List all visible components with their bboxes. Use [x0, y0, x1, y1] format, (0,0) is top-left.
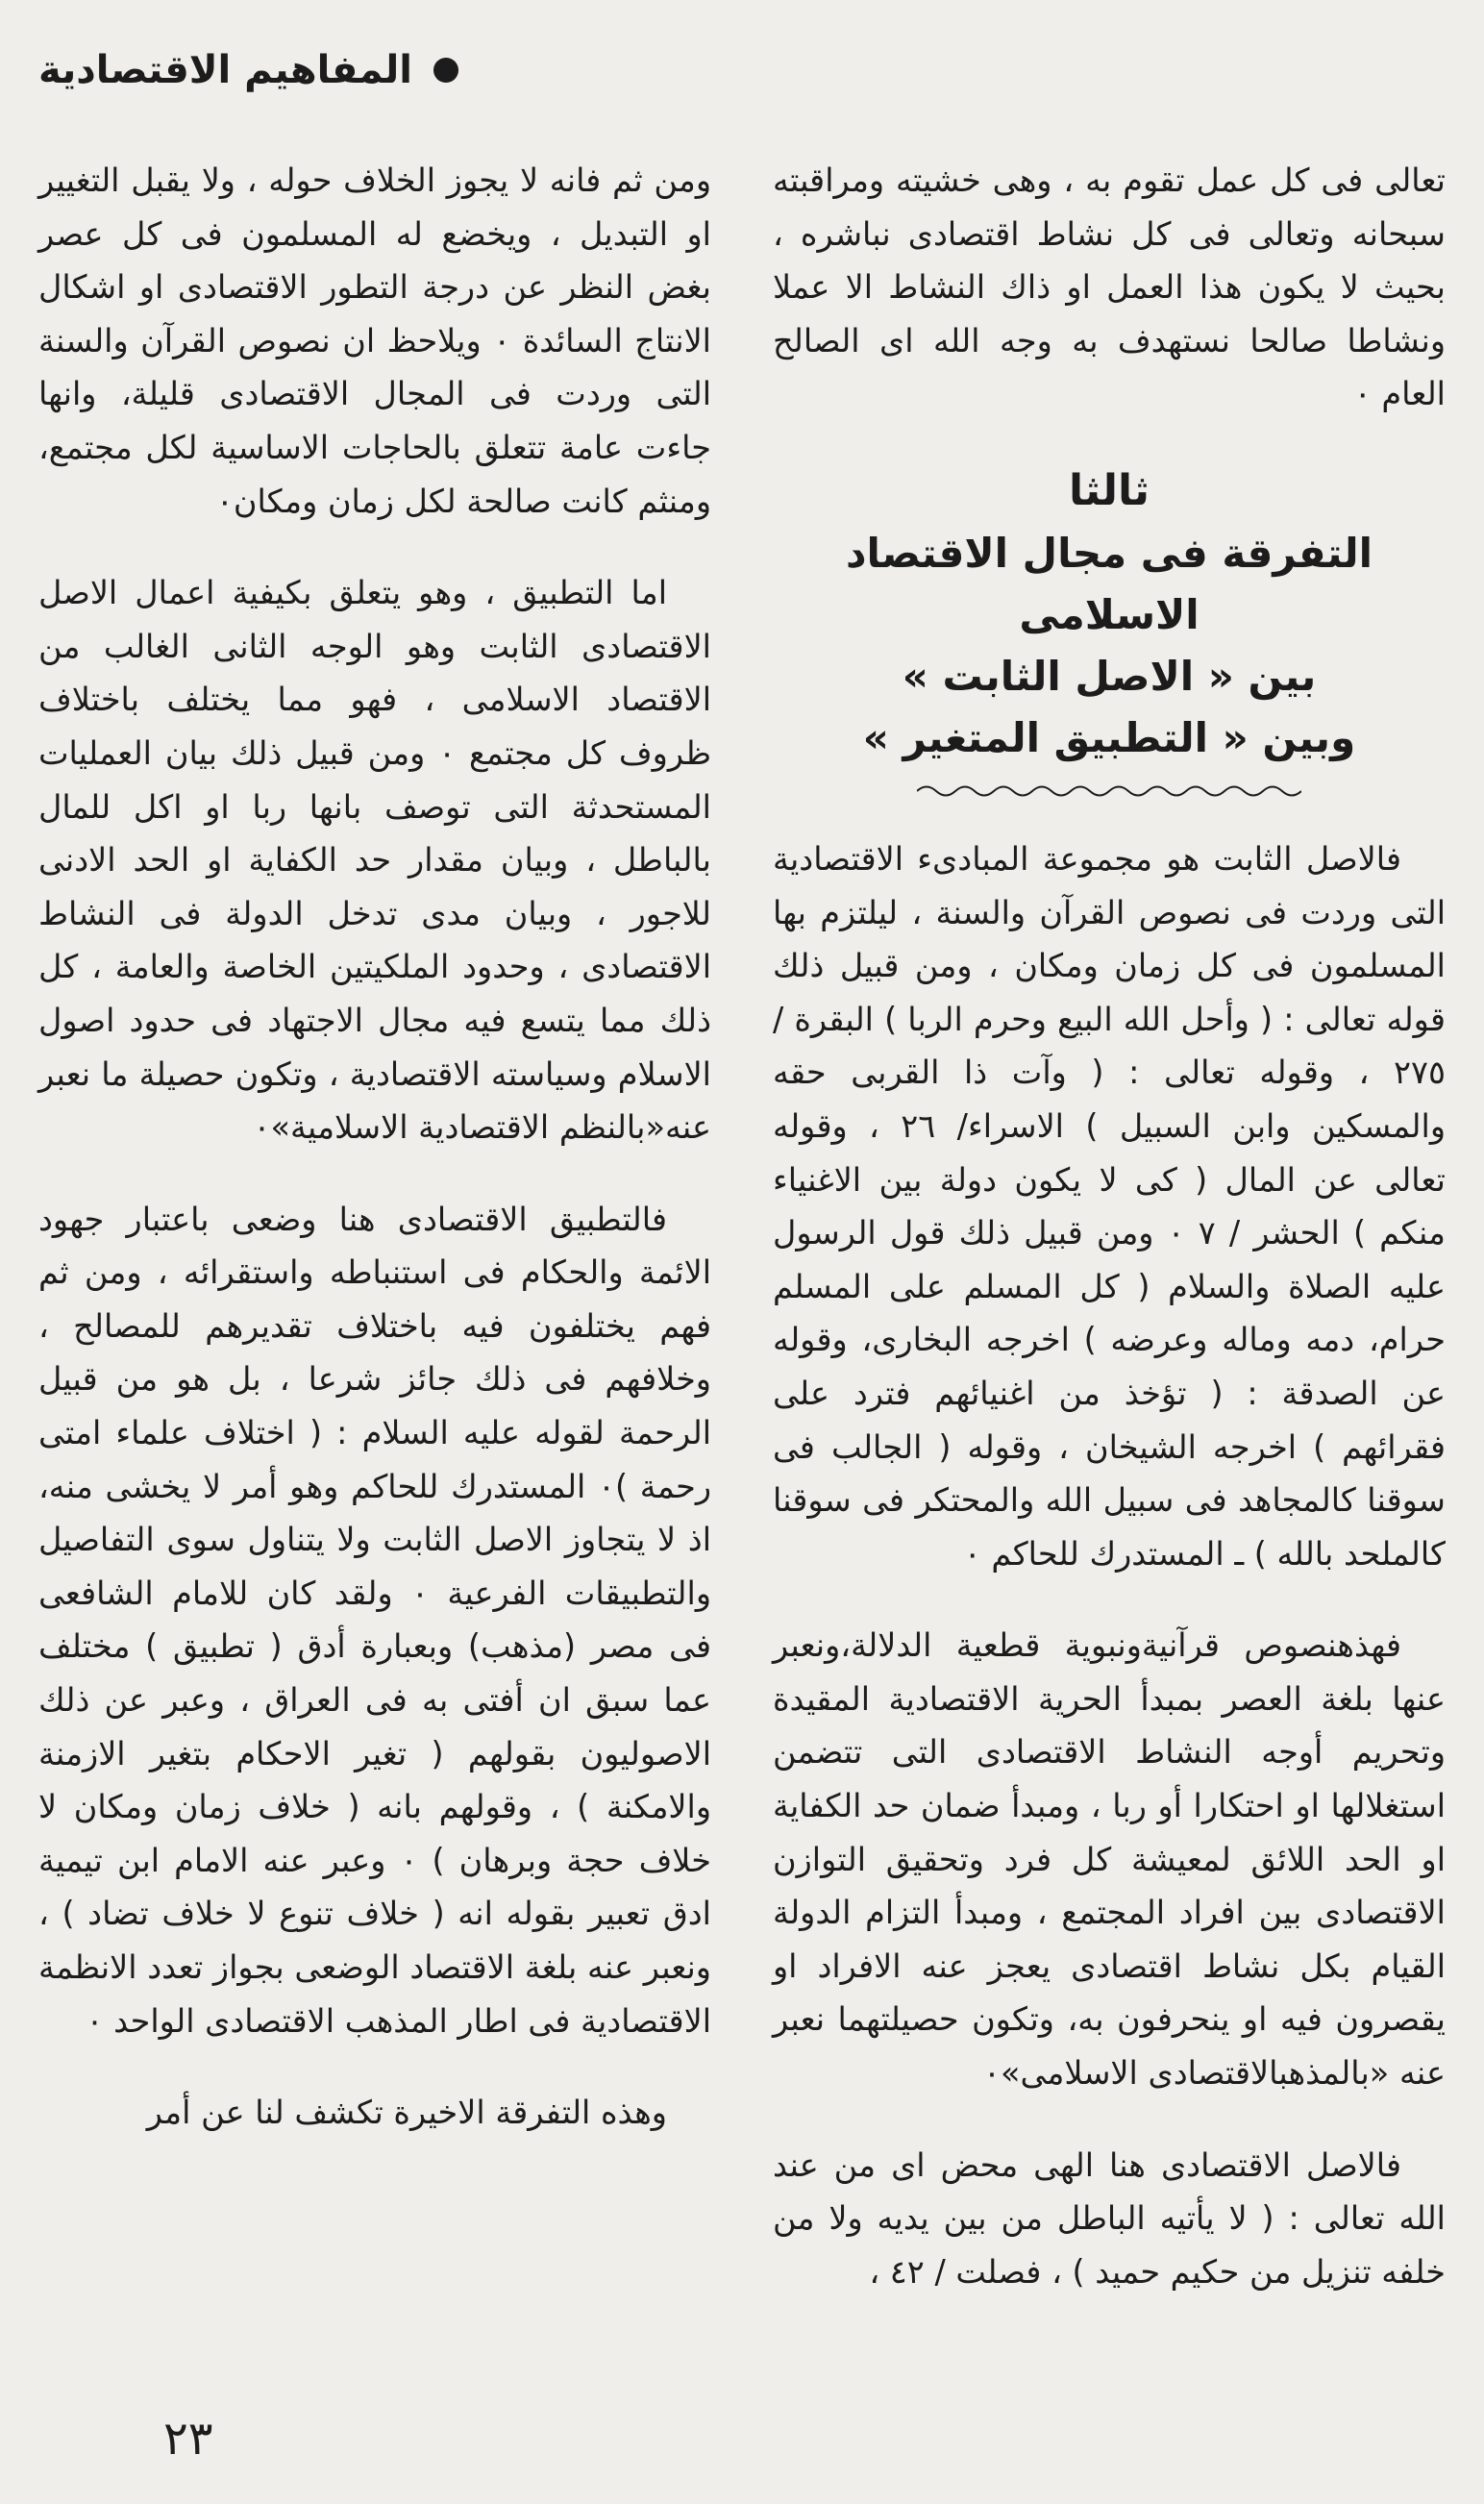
paragraph: فالاصل الثابت هو مجموعة المبادىء الاقتصادية التى وردت فى نصوص القرآن والسنة ، ليلتزم بها المسلمون فى كل زمان ومكان ، ومن قبيل ذلك قوله تعالى : ( وأحل الله البيع وحرم الربا ) البقرة / ٢٧٥ ، وقوله تعالى : ( وآت ذا القربى حقه والمسكين وابن السبيل ) الاسراء/ ٢٦ ، وقوله تعالى عن المال ( كى لا يكون دولة بين الاغنياء منكم ) الحشر / ٧ ٠ ومن قبيل ذلك قول الرسول عليه الصلاة والسلام ( كل المسلم على المسلم حرام، دمه وماله وعرضه ) اخرجه البخارى، وقوله عن الصدقة : ( تؤخذ من اغنيائهم فترد على فقرائهم ) اخرجه الشيخان ، وقوله ( الجالب فى سوقنا كالمجاهد فى سبيل الله والمحتكر فى سوقنا كالملحد بالله ) ـ المستدرك للحاكم ٠ [773, 839, 1447, 1573]
paragraph: وهذه التفرقة الاخيرة تكشف لنا عن أمر [146, 2094, 667, 2132]
bullet-icon [433, 58, 458, 83]
right-column [773, 154, 1446, 2337]
running-header-title: المفاهيم الاقتصادية [38, 48, 412, 92]
paragraph: اما التطبيق ، وهو يتعلق بكيفية اعمال الاصل الاقتصادى الثابت وهو الوجه الثانى الغالب من الاقتصاد الاسلامى ، فهو مما يختلف باختلاف ظروف كل مجتمع ٠ ومن قبيل ذلك بيان العمليات المستحدثة التى توصف بانها ربا او اكل للمال بالباطل ، وبيان مقدار حد الكفاية او الحد الادنى للاجور ، وبيان مدى تدخل الدولة فى النشاط الاقتصادى ، وحدود الملكيتين الخاصة والعامة ، كل ذلك مما يتسع فيه مجال الاجتهاد فى حدود اصول الاسلام وسياسته الاقتصادية ، وتكون حصيلة ما نعبر عنه«بالنظم الاقتصادية الاسلامية»٠ [38, 574, 711, 1147]
paragraph: فالاصل الاقتصادى هنا الهى محض اى من عند الله تعالى : ( لا يأتيه الباطل من بين يديه ولا من خلفه تنزيل من حكيم حميد ) ، فصلت / ٤٢ ، [773, 2145, 1446, 2291]
wavy-divider [917, 782, 1301, 800]
section-number: ثالثا [1068, 465, 1150, 515]
paragraph: فالتطبيق الاقتصادى هنا وضعى باعتبار جهود الائمة والحكام فى استنباطه واستقرائه ، ومن ثم فهم يختلفون فيه باختلاف تقديرهم للمصالح ، وخلافهم فى ذلك جائز شرعا ، بل هو من قبيل الرحمة لقوله عليه السلام : ( اختلاف علماء امتى رحمة )٠ المستدرك للحاكم وهو أمر لا يخشى منه، اذ لا يتجاوز الاصل الثابت ولا يتناول سوى التفاصيل والتطبيقات الفرعية ٠ ولقد كان للامام الشافعى فى مصر (مذهب) وبعبارة أدق ( تطبيق ) مختلف عما سبق ان أفتى به فى العراق ، وعبر عن ذلك الاصوليون بقولهم ( تغير الاحكام بتغير الازمنة والامكنة ) ، وقولهم بانه ( خلاف زمان ومكان لا خلاف حجة وبرهان ) ٠ وعبر عنه الامام ابن تيمية ادق تعبير بقوله انه ( خلاف تنوع لا خلاف تضاد ) ، ونعبر عنه بلغة الاقتصاد الوضعى بجواز تعدد الانظمة الاقتصادية فى اطار المذهب الاقتصادى الواحد ٠ [38, 1200, 712, 2040]
paragraph: تعالى فى كل عمل تقوم به ، وهى خشيته ومراقبته سبحانه وتعالى فى كل نشاط اقتصادى نباشره ، بحيث لا يكون هذا العمل او ذاك النشاط الا عملا ونشاطا صالحا نستهدف به وجه الله اى الصالح العام ٠ [773, 161, 1446, 413]
paragraph: ومن ثم فانه لا يجوز الخلاف حوله ، ولا يقبل التغيير او التبديل ، ويخضع له المسلمون فى كل عصر بغض النظر عن درجة التطور الاقتصادى او اشكال الانتاج السائدة ٠ ويلاحظ ان نصوص القرآن والسنة التى وردت فى المجال الاقتصادى قليلة، وانها جاءت عامة تتعلق بالحاجات الاساسية لكل مجتمع، ومنثم كانت صالحة لكل زمان ومكان٠ [38, 161, 711, 520]
section-title-line: وبين « التطبيق المتغير » [862, 713, 1356, 761]
section-title-line: بين « الاصل الثابت » [902, 652, 1317, 700]
running-header [38, 48, 458, 92]
section-title-line: التفرقة فى مجال الاقتصاد الاسلامى [845, 529, 1373, 638]
left-column [38, 154, 711, 2178]
section-heading [773, 459, 1446, 800]
page-number: ٢٣ [163, 2412, 213, 2466]
paragraph: فهذهنصوص قرآنيةونبوية قطعية الدلالة،ونعبر عنها بلغة العصر بمبدأ الحرية الاقتصادية المقيدة وتحريم أوجه النشاط الاقتصادى التى تتضمن استغلالها او احتكارا أو ربا ، ومبدأ ضمان حد الكفاية او الحد اللائق لمعيشة كل فرد وتحقيق التوازن الاقتصادى بين افراد المجتمع ، ومبدأ التزام الدولة القيام بكل نشاط اقتصادى يعجز عنه الافراد او يقصرون فيه او ينحرفون به، وتكون حصيلتهما نعبر عنه «بالمذهبالاقتصادى الاسلامى»٠ [773, 1626, 1446, 2093]
